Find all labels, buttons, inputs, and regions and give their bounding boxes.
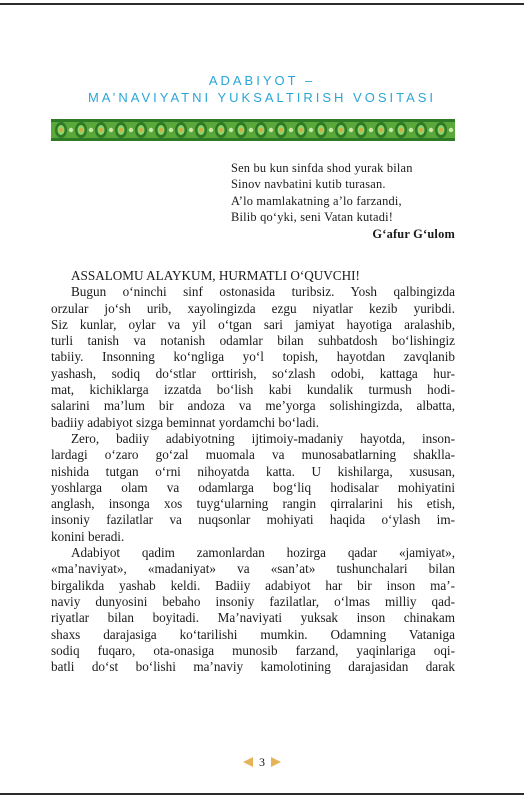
body-line: Bugun o‘ninchi sinf ostonasida turibsiz. Yosh qalbingizda: [71, 284, 455, 300]
epigraph: [231, 160, 455, 242]
body-line: mat, kichiklarga izzatda bo‘lish kabi kundalik turmush hodi-: [51, 382, 455, 398]
epigraph-line: Bilib qo‘yki, seni Vatan kutadi!: [231, 210, 394, 225]
body-line: insoniy fazilatlar va nuqsonlar mohiyati haqida o‘ylash im-: [51, 512, 455, 528]
body-line: salarini ma’lum bir andoza va me’yorga solishingizda, albatta,: [51, 398, 455, 414]
body-line: tabiiy. Insonning ko‘ngliga yo‘l topish, hayotdan zavqlanib: [51, 349, 455, 365]
section-heading: ASSALOMU ALAYKUM, HURMATLI O‘QUVCHI!: [71, 268, 360, 283]
body-line: nishida tutgan o‘rni nihoyatda katta. U kishilarga, xususan,: [51, 463, 455, 479]
epigraph-author: G‘afur G‘ulom: [372, 226, 455, 241]
body-line: Adabiyot qadim zamonlardan hozirga qadar «jamiyat»,: [71, 545, 455, 561]
body-line: batli do‘st bo‘lishi ma’naviy kamolotining darajasidan darak: [51, 659, 455, 675]
body-line: badiiy adabiyot sizga beminnat yordamchi bo‘ladi.: [51, 414, 320, 430]
body-line: orzular jo‘sh urib, xayolingizda ezgu niyatlar kezib yuribdi.: [51, 300, 455, 316]
body-line: shaxs darajasiga ko‘tarilishi mumkin. Odamning Vataniga: [51, 626, 455, 642]
body-line: riyatlar bilan boyitadi. Ma’naviyati yuksak inson chinakam: [51, 610, 455, 626]
epigraph-line: Sen bu kun sinfda shod yurak bilan: [231, 161, 413, 175]
body-line: Siz kunlar, oylar va yil o‘tgan sari jamiyat hayotiga aralashib,: [51, 316, 455, 332]
epigraph-line: Sinov navbatini kutib turasan.: [231, 177, 386, 192]
chapter-title: [0, 72, 524, 106]
body-line: sodiq fuqaro, ota-onasiga munosib farzand, yaqinlariga oqi-: [51, 642, 455, 658]
chapter-title-line1: ADABIYOT –: [208, 73, 316, 88]
body-line: «ma’naviyat», «madaniyat» va «san’at» tushunchalari bilan: [51, 561, 455, 577]
body-line: yoshlarga olam va odamlarga bog‘liq hodisalar mohiyatini: [51, 479, 455, 495]
top-rule: [0, 3, 524, 5]
body-line: konini beradi.: [51, 528, 125, 544]
body-line: turli tanish va notanish odamlar bilan suhbatdosh bo‘lishingiz: [51, 333, 455, 349]
page-number: 3: [259, 755, 265, 769]
bottom-rule: [0, 793, 524, 795]
arrow-right-icon: [271, 757, 281, 767]
chapter-title-line2: MA’NAVIYATNI YUKSALTIRISH VOSITASI: [87, 90, 437, 105]
floral-border-icon: [51, 117, 455, 143]
body-text: [51, 268, 455, 675]
body-line: yashash, sodiq do‘stlar orttirish, so‘zlash odobi, kattaga hur-: [51, 365, 455, 381]
body-line: birgalikda yashab keldi. Badiiy adabiyot har bir inson ma’-: [51, 577, 455, 593]
body-line: naviy dunyosini bebaho insoniy fazilatlar, o‘lmas milliy qad-: [51, 593, 455, 609]
page-footer: [0, 755, 524, 769]
body-line: lardagi o‘zaro go‘zal muomala va munosabatlarning shaklla-: [51, 447, 455, 463]
body-line: anglash, insonga xos tuyg‘ularning rangin qirralarini his etish,: [51, 496, 455, 512]
arrow-left-icon: [243, 757, 253, 767]
body-line: Zero, badiiy adabiyotning ijtimoiy-madaniy hayotda, inson-: [71, 430, 455, 446]
epigraph-line: A’lo mamlakatning a’lo farzandi,: [231, 193, 402, 208]
